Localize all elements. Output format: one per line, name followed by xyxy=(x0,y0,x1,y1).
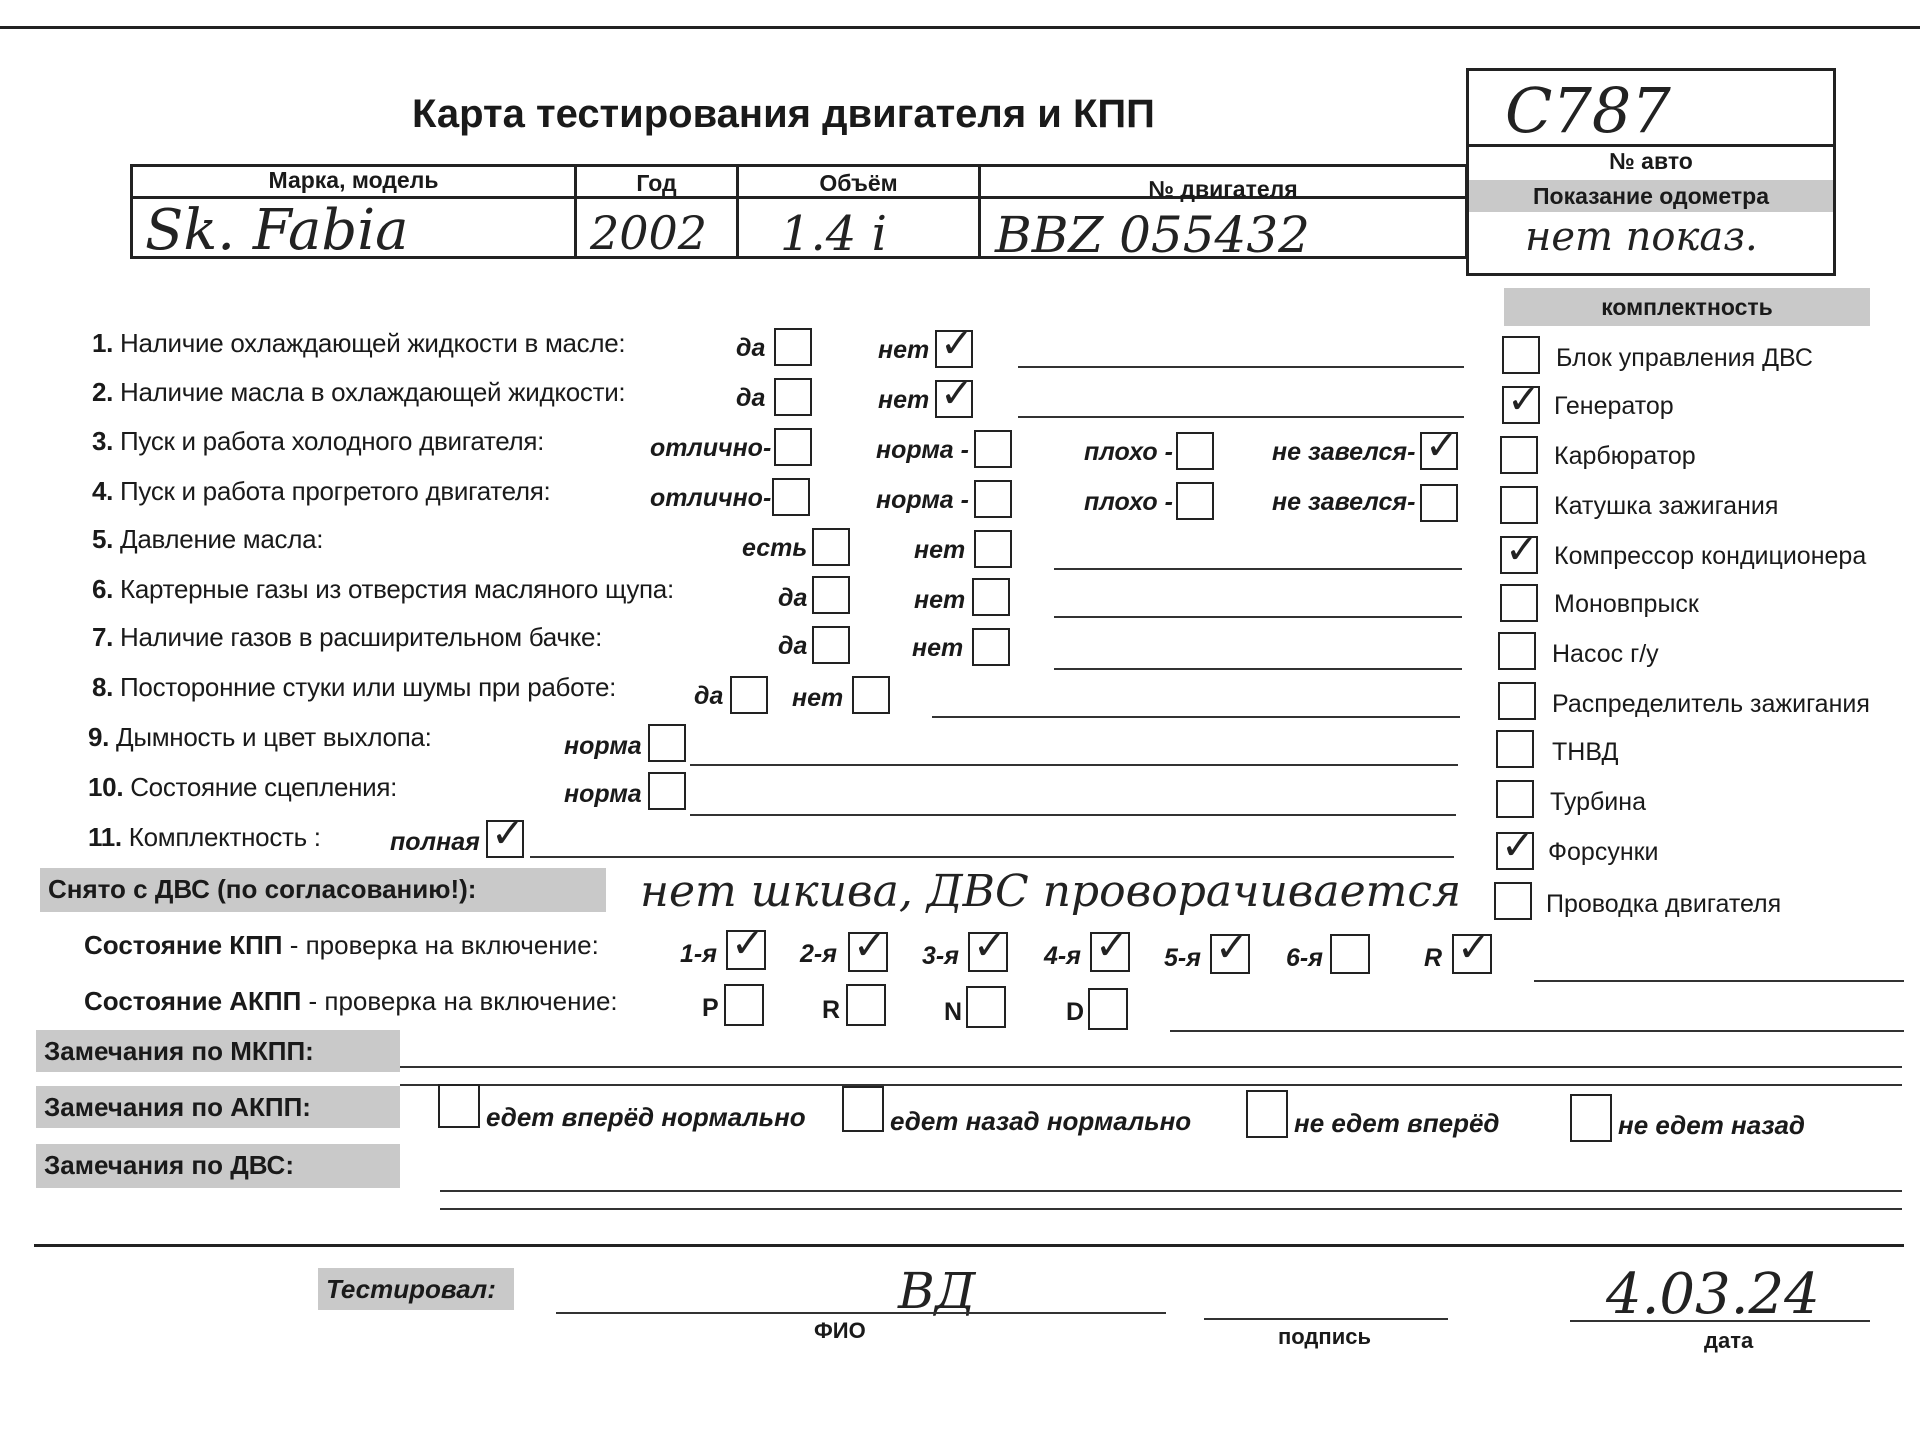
q10-note-line xyxy=(690,814,1456,816)
question-9: 9. Дымность и цвет выхлопа: xyxy=(88,722,432,752)
gear-6-label: 6-я xyxy=(1286,944,1323,972)
q5-option-no-label: нет xyxy=(914,536,966,564)
value-engine-number: BBZ 055432 xyxy=(995,206,1310,264)
check-mark-icon: ✓ xyxy=(1095,923,1129,969)
q2-option-yes-checkbox[interactable] xyxy=(774,378,812,416)
akpp-forward-ok-checkbox[interactable] xyxy=(438,1084,480,1128)
q5-option-yes-checkbox[interactable] xyxy=(812,528,850,566)
q5-note-line xyxy=(1054,568,1462,570)
comp-label-mono-injection: Моновпрыск xyxy=(1554,590,1699,618)
comp-label-ac-compressor: Компрессор кондиционера xyxy=(1554,542,1867,570)
akpp-no-backward-checkbox[interactable] xyxy=(1570,1094,1612,1142)
gear-2-label: 2-я xyxy=(800,940,837,968)
akpp-no-forward-checkbox[interactable] xyxy=(1246,1090,1288,1138)
kpp-label: Состояние КПП - проверка на включение: xyxy=(84,930,599,960)
q6-option-no-label: нет xyxy=(914,586,966,614)
q9-note-line xyxy=(690,764,1458,766)
q2-option-no-label: нет xyxy=(878,386,930,414)
q8-note-line xyxy=(932,716,1460,718)
tested-by-label: Тестировал: xyxy=(318,1268,514,1310)
akpp-backward-ok-label: едет назад нормально xyxy=(890,1106,1192,1136)
q10-option-normal-checkbox[interactable] xyxy=(648,772,686,810)
q3-option-excellent-checkbox[interactable] xyxy=(774,428,812,466)
gear-4-label: 4-я xyxy=(1044,942,1081,970)
q11-option-full-label: полная xyxy=(390,828,480,856)
q2-note-line xyxy=(1018,416,1464,418)
q3-option-normal-label: норма - xyxy=(876,436,969,464)
question-4: 4. Пуск и работа прогретого двигателя: xyxy=(92,476,551,506)
akpp-n-checkbox[interactable] xyxy=(966,986,1006,1028)
comp-checkbox-distributor[interactable] xyxy=(1498,682,1536,720)
question-2: 2. Наличие масла в охлаждающей жидкости: xyxy=(92,377,626,407)
question-7: 7. Наличие газов в расширительном бачке: xyxy=(92,622,603,652)
comp-checkbox-ac-compressor[interactable] xyxy=(1500,527,1539,574)
check-mark-icon: ✓ xyxy=(731,921,765,967)
value-volume: 1.4 i xyxy=(780,206,887,262)
q8-option-no-label: нет xyxy=(792,684,844,712)
date-value: 4.03.24 xyxy=(1606,1262,1820,1327)
comp-label-carburetor: Карбюратор xyxy=(1554,442,1696,470)
remarks-mkpp-line-2 xyxy=(400,1084,1902,1086)
gear-1-checkbox[interactable] xyxy=(726,921,766,970)
comp-label-power-steering-pump: Насос г/у xyxy=(1552,640,1659,668)
gear-r-checkbox[interactable] xyxy=(1452,925,1492,974)
q1-option-yes-checkbox[interactable] xyxy=(774,328,812,366)
date-label: дата xyxy=(1704,1328,1754,1353)
akpp-no-forward-label: не едет вперёд xyxy=(1294,1108,1500,1138)
remarks-dvs-label: Замечания по ДВС: xyxy=(36,1144,400,1188)
comp-checkbox-mono-injection[interactable] xyxy=(1500,584,1538,622)
check-mark-icon: ✓ xyxy=(940,321,974,367)
q3-option-bad-checkbox[interactable] xyxy=(1176,432,1214,470)
akpp-p-checkbox[interactable] xyxy=(724,984,764,1026)
q2-option-yes-label: да xyxy=(736,384,766,412)
gear-3-checkbox[interactable] xyxy=(968,923,1008,972)
q7-option-yes-checkbox[interactable] xyxy=(812,626,850,664)
akpp-d-label: D xyxy=(1066,998,1085,1026)
header-year: Год xyxy=(636,170,677,196)
q4-option-normal-label: норма - xyxy=(876,486,969,514)
akpp-d-checkbox[interactable] xyxy=(1088,988,1128,1030)
comp-label-ecu: Блок управления ДВС xyxy=(1556,344,1813,372)
gear-r-label: R xyxy=(1424,944,1443,972)
gear-5-label: 5-я xyxy=(1164,944,1201,972)
comp-checkbox-ignition-coil[interactable] xyxy=(1500,486,1538,524)
q7-option-no-label: нет xyxy=(912,634,964,662)
q4-option-no-start-label: не завелся- xyxy=(1272,488,1416,516)
q3-option-bad-label: плохо - xyxy=(1084,438,1173,466)
question-1: 1. Наличие охлаждающей жидкости в масле: xyxy=(92,328,626,358)
question-10: 10. Состояние сцепления: xyxy=(88,772,398,802)
date-line xyxy=(1570,1320,1870,1322)
gear-2-checkbox[interactable] xyxy=(848,923,888,972)
q3-option-normal-checkbox[interactable] xyxy=(974,430,1012,468)
comp-checkbox-injection-pump[interactable] xyxy=(1496,730,1534,768)
akpp-r-checkbox[interactable] xyxy=(846,984,886,1026)
q1-option-no-checkbox[interactable] xyxy=(935,321,974,368)
check-mark-icon: ✓ xyxy=(1505,527,1539,573)
akpp-no-backward-label: не едет назад xyxy=(1618,1110,1806,1140)
q4-option-excellent-label: отлично- xyxy=(650,484,772,512)
q5-option-yes-label: есть xyxy=(742,534,808,562)
q4-option-bad-checkbox[interactable] xyxy=(1176,482,1214,520)
q10-option-normal-label: норма xyxy=(564,780,642,808)
scan-edge xyxy=(0,26,1920,29)
signature-label: подпись xyxy=(1278,1324,1371,1349)
car-number-value: C787 xyxy=(1505,74,1671,147)
q3-option-excellent-label: отлично- xyxy=(650,434,772,462)
q7-option-yes-label: да xyxy=(778,632,808,660)
akpp-r-label: R xyxy=(822,996,841,1024)
q4-option-no-start-checkbox[interactable] xyxy=(1420,484,1458,522)
value-make-model: Sk. Fabia xyxy=(145,198,409,263)
comp-checkbox-turbine[interactable] xyxy=(1496,780,1534,818)
signature-line xyxy=(1204,1318,1448,1320)
form-title: Карта тестирования двигателя и КПП xyxy=(412,92,1155,136)
gear-4-checkbox[interactable] xyxy=(1090,923,1130,972)
remarks-dvs-line xyxy=(440,1190,1902,1192)
q7-option-no-checkbox[interactable] xyxy=(972,628,1010,666)
remarks-mkpp-label: Замечания по МКПП: xyxy=(36,1030,400,1072)
remarks-dvs-line-2 xyxy=(440,1208,1902,1210)
comp-label-turbine: Турбина xyxy=(1550,788,1646,816)
check-mark-icon: ✓ xyxy=(1425,423,1459,469)
value-year: 2002 xyxy=(590,206,708,260)
fio-line xyxy=(556,1312,1166,1314)
section-divider xyxy=(34,1244,1904,1247)
kpp-note-line xyxy=(1534,980,1904,982)
check-mark-icon: ✓ xyxy=(973,923,1007,969)
fio-value: ВД xyxy=(898,1262,976,1320)
comp-checkbox-power-steering-pump[interactable] xyxy=(1498,632,1536,670)
q3-option-no-start-checkbox[interactable] xyxy=(1420,423,1459,470)
q2-option-no-checkbox[interactable] xyxy=(935,371,974,418)
check-mark-icon: ✓ xyxy=(940,371,974,417)
q11-option-full-checkbox[interactable] xyxy=(486,811,525,858)
question-8: 8. Посторонние стуки или шумы при работе: xyxy=(92,672,617,702)
q11-note-line xyxy=(530,856,1454,858)
q5-option-no-checkbox[interactable] xyxy=(974,530,1012,568)
removed-value: нет шкива, ДВС проворачивается xyxy=(640,866,1462,917)
comp-checkbox-engine-wiring[interactable] xyxy=(1494,882,1532,920)
q4-option-normal-checkbox[interactable] xyxy=(974,480,1012,518)
question-5: 5. Давление масла: xyxy=(92,524,324,554)
q1-option-no-label: нет xyxy=(878,336,930,364)
car-number-label: № авто xyxy=(1609,148,1693,174)
remarks-akpp-label: Замечания по АКПП: xyxy=(36,1086,400,1128)
akpp-note-line xyxy=(1170,1030,1904,1032)
q8-option-no-checkbox[interactable] xyxy=(852,676,890,714)
q6-option-yes-label: да xyxy=(778,584,808,612)
gear-3-label: 3-я xyxy=(922,942,959,970)
fio-label: ФИО xyxy=(814,1318,866,1343)
question-11: 11. Комплектность : xyxy=(88,822,321,852)
q8-option-yes-label: да xyxy=(694,682,724,710)
comp-label-injection-pump: ТНВД xyxy=(1552,738,1619,766)
q4-option-bad-label: плохо - xyxy=(1084,488,1173,516)
q1-note-line xyxy=(1018,366,1464,368)
akpp-n-label: N xyxy=(944,998,963,1026)
comp-checkbox-injectors[interactable] xyxy=(1496,823,1535,870)
comp-label-generator: Генератор xyxy=(1554,392,1674,420)
car-number-divider xyxy=(1466,144,1836,147)
check-mark-icon: ✓ xyxy=(853,923,887,969)
removed-label: Снято с ДВС (по согласованию!): xyxy=(40,868,606,912)
akpp-forward-ok-label: едет вперёд нормально xyxy=(486,1102,806,1132)
comp-checkbox-ecu[interactable] xyxy=(1502,336,1540,374)
q6-option-yes-checkbox[interactable] xyxy=(812,576,850,614)
check-mark-icon: ✓ xyxy=(491,811,525,857)
header-engine-number: № двигателя xyxy=(1148,176,1298,202)
q7-note-line xyxy=(1054,668,1462,670)
q4-option-excellent-checkbox[interactable] xyxy=(772,478,810,516)
comp-label-engine-wiring: Проводка двигателя xyxy=(1546,890,1782,918)
comp-checkbox-carburetor[interactable] xyxy=(1500,436,1538,474)
comp-checkbox-generator[interactable] xyxy=(1502,377,1541,424)
akpp-label: Состояние АКПП - проверка на включение: xyxy=(84,986,618,1016)
check-mark-icon: ✓ xyxy=(1457,925,1491,971)
akpp-p-label: P xyxy=(702,994,719,1022)
q9-option-normal-label: норма xyxy=(564,732,642,760)
q9-option-normal-checkbox[interactable] xyxy=(648,724,686,762)
check-mark-icon: ✓ xyxy=(1507,377,1541,423)
gear-5-checkbox[interactable] xyxy=(1210,925,1250,974)
q3-option-no-start-label: не завелся- xyxy=(1272,438,1416,466)
check-mark-icon: ✓ xyxy=(1501,823,1535,869)
question-6: 6. Картерные газы из отверстия масляного щупа: xyxy=(92,574,674,604)
comp-label-injectors: Форсунки xyxy=(1548,838,1659,866)
q6-option-no-checkbox[interactable] xyxy=(972,578,1010,616)
remarks-mkpp-line xyxy=(400,1066,1902,1068)
q1-option-yes-label: да xyxy=(736,334,766,362)
check-mark-icon: ✓ xyxy=(1215,925,1249,971)
comp-label-ignition-coil: Катушка зажигания xyxy=(1554,492,1779,520)
akpp-backward-ok-checkbox[interactable] xyxy=(842,1086,884,1132)
comp-label-distributor: Распределитель зажигания xyxy=(1552,690,1870,718)
completeness-title: комплектность xyxy=(1504,288,1870,326)
header-volume: Объём xyxy=(819,170,898,196)
question-3: 3. Пуск и работа холодного двигателя: xyxy=(92,426,545,456)
q6-note-line xyxy=(1054,616,1462,618)
odometer-value: нет показ. xyxy=(1525,214,1758,260)
odometer-label: Показание одометра xyxy=(1469,180,1833,212)
gear-6-checkbox[interactable] xyxy=(1330,934,1370,974)
gear-1-label: 1-я xyxy=(680,940,717,968)
header-make-model: Марка, модель xyxy=(268,167,439,193)
q8-option-yes-checkbox[interactable] xyxy=(730,676,768,714)
